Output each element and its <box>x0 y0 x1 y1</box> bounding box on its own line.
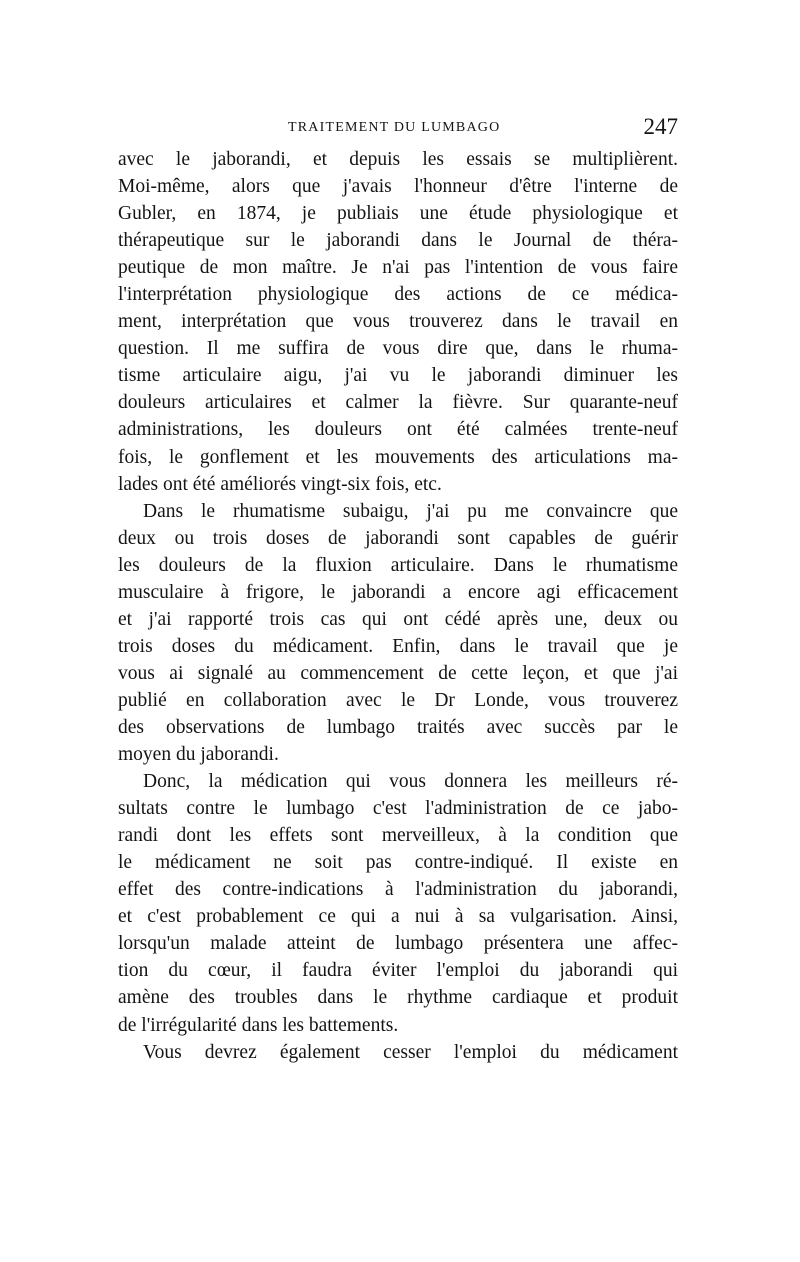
text-line: ment, interprétation que vous trouverez dans le travail en <box>118 311 678 333</box>
text-line: Gubler, en 1874, je publiais une étude physiologique et <box>118 203 678 225</box>
text-line: sultats contre le lumbago c'est l'administration de ce jabo- <box>118 798 678 820</box>
text-line: l'interprétation physiologique des actions de ce médica- <box>118 284 678 306</box>
text-line: Vous devrez également cesser l'emploi du médicament <box>143 1041 678 1063</box>
page-number: 247 <box>643 114 678 139</box>
text-line: question. Il me suffira de vous dire que, dans le rhuma- <box>118 338 678 360</box>
text-line: douleurs articulaires et calmer la fièvre. Sur quarante-neuf <box>118 392 678 414</box>
text-line: effet des contre-indications à l'administration du jaborandi, <box>118 879 678 901</box>
text-line: tisme articulaire aigu, j'ai vu le jaborandi diminuer les <box>118 365 678 387</box>
text-line: fois, le gonflement et les mouvements des articulations ma- <box>118 446 678 468</box>
text-line: randi dont les effets sont merveilleux, à la condition que <box>118 825 678 847</box>
text-line: avec le jaborandi, et depuis les essais se multiplièrent. <box>118 149 678 170</box>
text-line: de l'irrégularité dans les battements. <box>118 1014 399 1036</box>
text-line: musculaire à frigore, le jaborandi a encore agi efficacement <box>118 581 678 603</box>
text-line: les douleurs de la fluxion articulaire. Dans le rhumatisme <box>118 554 678 576</box>
running-title: TRAITEMENT DU LUMBAGO <box>288 120 501 135</box>
text-line: moyen du jaborandi. <box>118 744 279 766</box>
text-line: administrations, les douleurs ont été calmées trente-neuf <box>118 419 678 441</box>
text-line: vous ai signalé au commencement de cette leçon, et que j'ai <box>118 662 678 684</box>
text-line: Moi-même, alors que j'avais l'honneur d'être l'interne de <box>118 176 678 198</box>
text-line: lorsqu'un malade atteint de lumbago présentera une affec- <box>118 933 678 955</box>
text-line: Dans le rhumatisme subaigu, j'ai pu me convaincre que <box>143 500 678 522</box>
text-line: amène des troubles dans le rhythme cardiaque et produit <box>118 987 678 1009</box>
body-text <box>118 146 678 1066</box>
text-line: et c'est probablement ce qui a nui à sa vulgarisation. Ainsi, <box>118 906 678 928</box>
text-line: le médicament ne soit pas contre-indiqué. Il existe en <box>118 852 678 874</box>
text-line: peutique de mon maître. Je n'ai pas l'intention de vous faire <box>118 257 678 279</box>
text-line: deux ou trois doses de jaborandi sont capables de guérir <box>118 527 678 549</box>
text-line: des observations de lumbago traités avec succès par le <box>118 716 678 738</box>
text-line: lades ont été améliorés vingt-six fois, etc. <box>118 473 442 495</box>
text-line: thérapeutique sur le jaborandi dans le Journal de théra- <box>118 230 678 252</box>
text-line: tion du cœur, il faudra éviter l'emploi du jaborandi qui <box>118 960 678 982</box>
page-header <box>118 114 678 144</box>
text-line: Donc, la médication qui vous donnera les meilleurs ré- <box>143 771 678 793</box>
text-line: et j'ai rapporté trois cas qui ont cédé après une, deux ou <box>118 608 678 630</box>
text-line: publié en collaboration avec le Dr Londe, vous trouverez <box>118 689 678 711</box>
text-line: trois doses du médicament. Enfin, dans le travail que je <box>118 635 678 657</box>
